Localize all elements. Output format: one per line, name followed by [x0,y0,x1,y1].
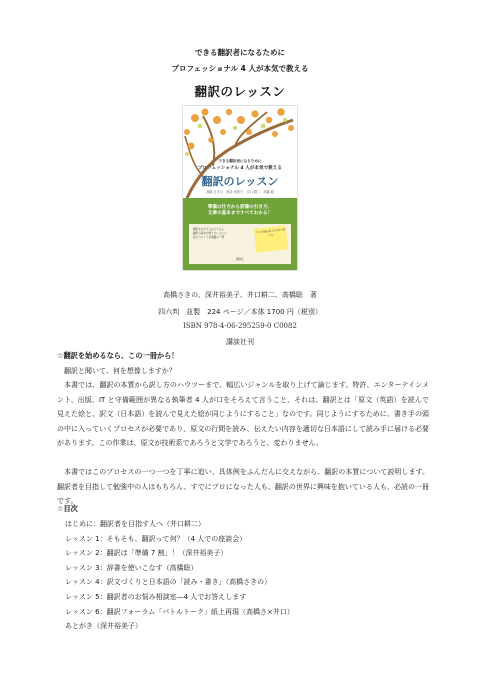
intro-line-1: 翻訳と聞いて、何を想像しますか？ [57,367,176,375]
intro-paragraph-2: 本書ではこのプロセスの一つ一つを丁寧に追い、具体例をふんだんに交えながら、翻訳の本質について説明します。翻訳者を目指して勉強中の人はもちろん、すでにプロになった人も、翻訳の世界に興味を抱いている人も、必読の一冊です。 [57,468,429,505]
book-cover [183,106,297,270]
intro-heading: ☆翻訳を始めるなら、この一冊から！ [57,351,179,360]
toc-item: はじめに：翻訳者を目指す人へ（井口耕二） [65,520,205,528]
cover-box-line: 翻訳をめざす人はもちろん [193,228,225,231]
intro-paragraph-1: 本書では、翻訳の本質から訳し方のハウツーまで、幅広いジャンルを取り上げて論じます。特許、エンターテインメント、出版、IT と守備範囲が異なる執筆者 4 人が口をそろえて言うこと、それは、翻訳とは「原文（英語）を読んで見えた絵と、訳文（日本語）を読んで見えた絵が同じようにすること」なのです。同じようにするために、書き手の頭の中に入っていくプロセスが必要であり、原文の行間を読み、伝えたい内容を適切な日本語にして読み手に届ける必要があります。この作業は、原文が技術系であろうと文学であろうと、変わりません。 [57,381,429,447]
toc-item: レッスン 2：翻訳は「準備 7 割」！（深井裕美子） [65,549,228,558]
cover-authors: 高橋 さきの 深井 裕美子 井口 耕二 高橋 聡 [206,190,274,194]
toc-list [65,517,425,634]
cover-tagline-line-1: 準備の仕方から辞書の引き方、 [207,205,273,210]
cover-box-text [193,228,253,240]
toc-item: レッスン 1：そもそも、翻訳って何？（4 人での座談会） [65,534,247,543]
toc-item: レッスン 5：翻訳者のお悩み相談室―4 人でお答えします [65,592,247,601]
toc-item: レッスン 3：辞書を使いこなす（高橋聡） [65,563,198,572]
toc-item: レッスン 6：翻訳フォーラム「バトルトーク」紙上再現（高橋さ×井口） [65,607,294,616]
header-subtitle-2: プロフェッショナル 4 人が本気で教える [171,64,309,73]
header-subtitle-1: できる翻訳者になるために [195,48,285,57]
book-isbn: ISBN 978-4-06-295259-0 C0082 [183,322,297,330]
cover-box-line: 翻訳の基本が知りたい人にも [193,232,227,235]
book-publisher: 講談社刊 [226,338,254,346]
book-format-price: 四六判 並製 224 ページ／本体 1700 円（税別） [158,308,322,316]
cover-publisher: 講談社 [236,258,244,261]
cover-info-box [189,224,291,264]
cover-subtitle-2: プロフェッショナル 4 人が本気で教える [198,166,282,171]
cover-tagline-line-2: 文章の基本まですべてわかる！ [207,211,273,216]
cover-sticker: プロの翻訳者が本気で教える [254,225,288,252]
cover-title: 翻訳のレッスン [201,175,279,188]
page-title: 翻訳のレッスン [194,84,286,99]
toc-item: レッスン 4：訳文づくりと日本語の「読み・書き」（高橋さきの） [65,578,272,587]
toc-item: あとがき（深井裕美子） [65,622,142,631]
cover-subtitle-1: できる翻訳者になるために [218,159,262,163]
toc-heading: ☆目次 [57,504,78,513]
cover-box-line: 役立つヒントが満載の一冊 [193,236,225,239]
book-authors: 高橋さきの、深井裕美子、井口耕二、高橋聡 著 [163,291,317,299]
cover-tagline [189,205,291,217]
